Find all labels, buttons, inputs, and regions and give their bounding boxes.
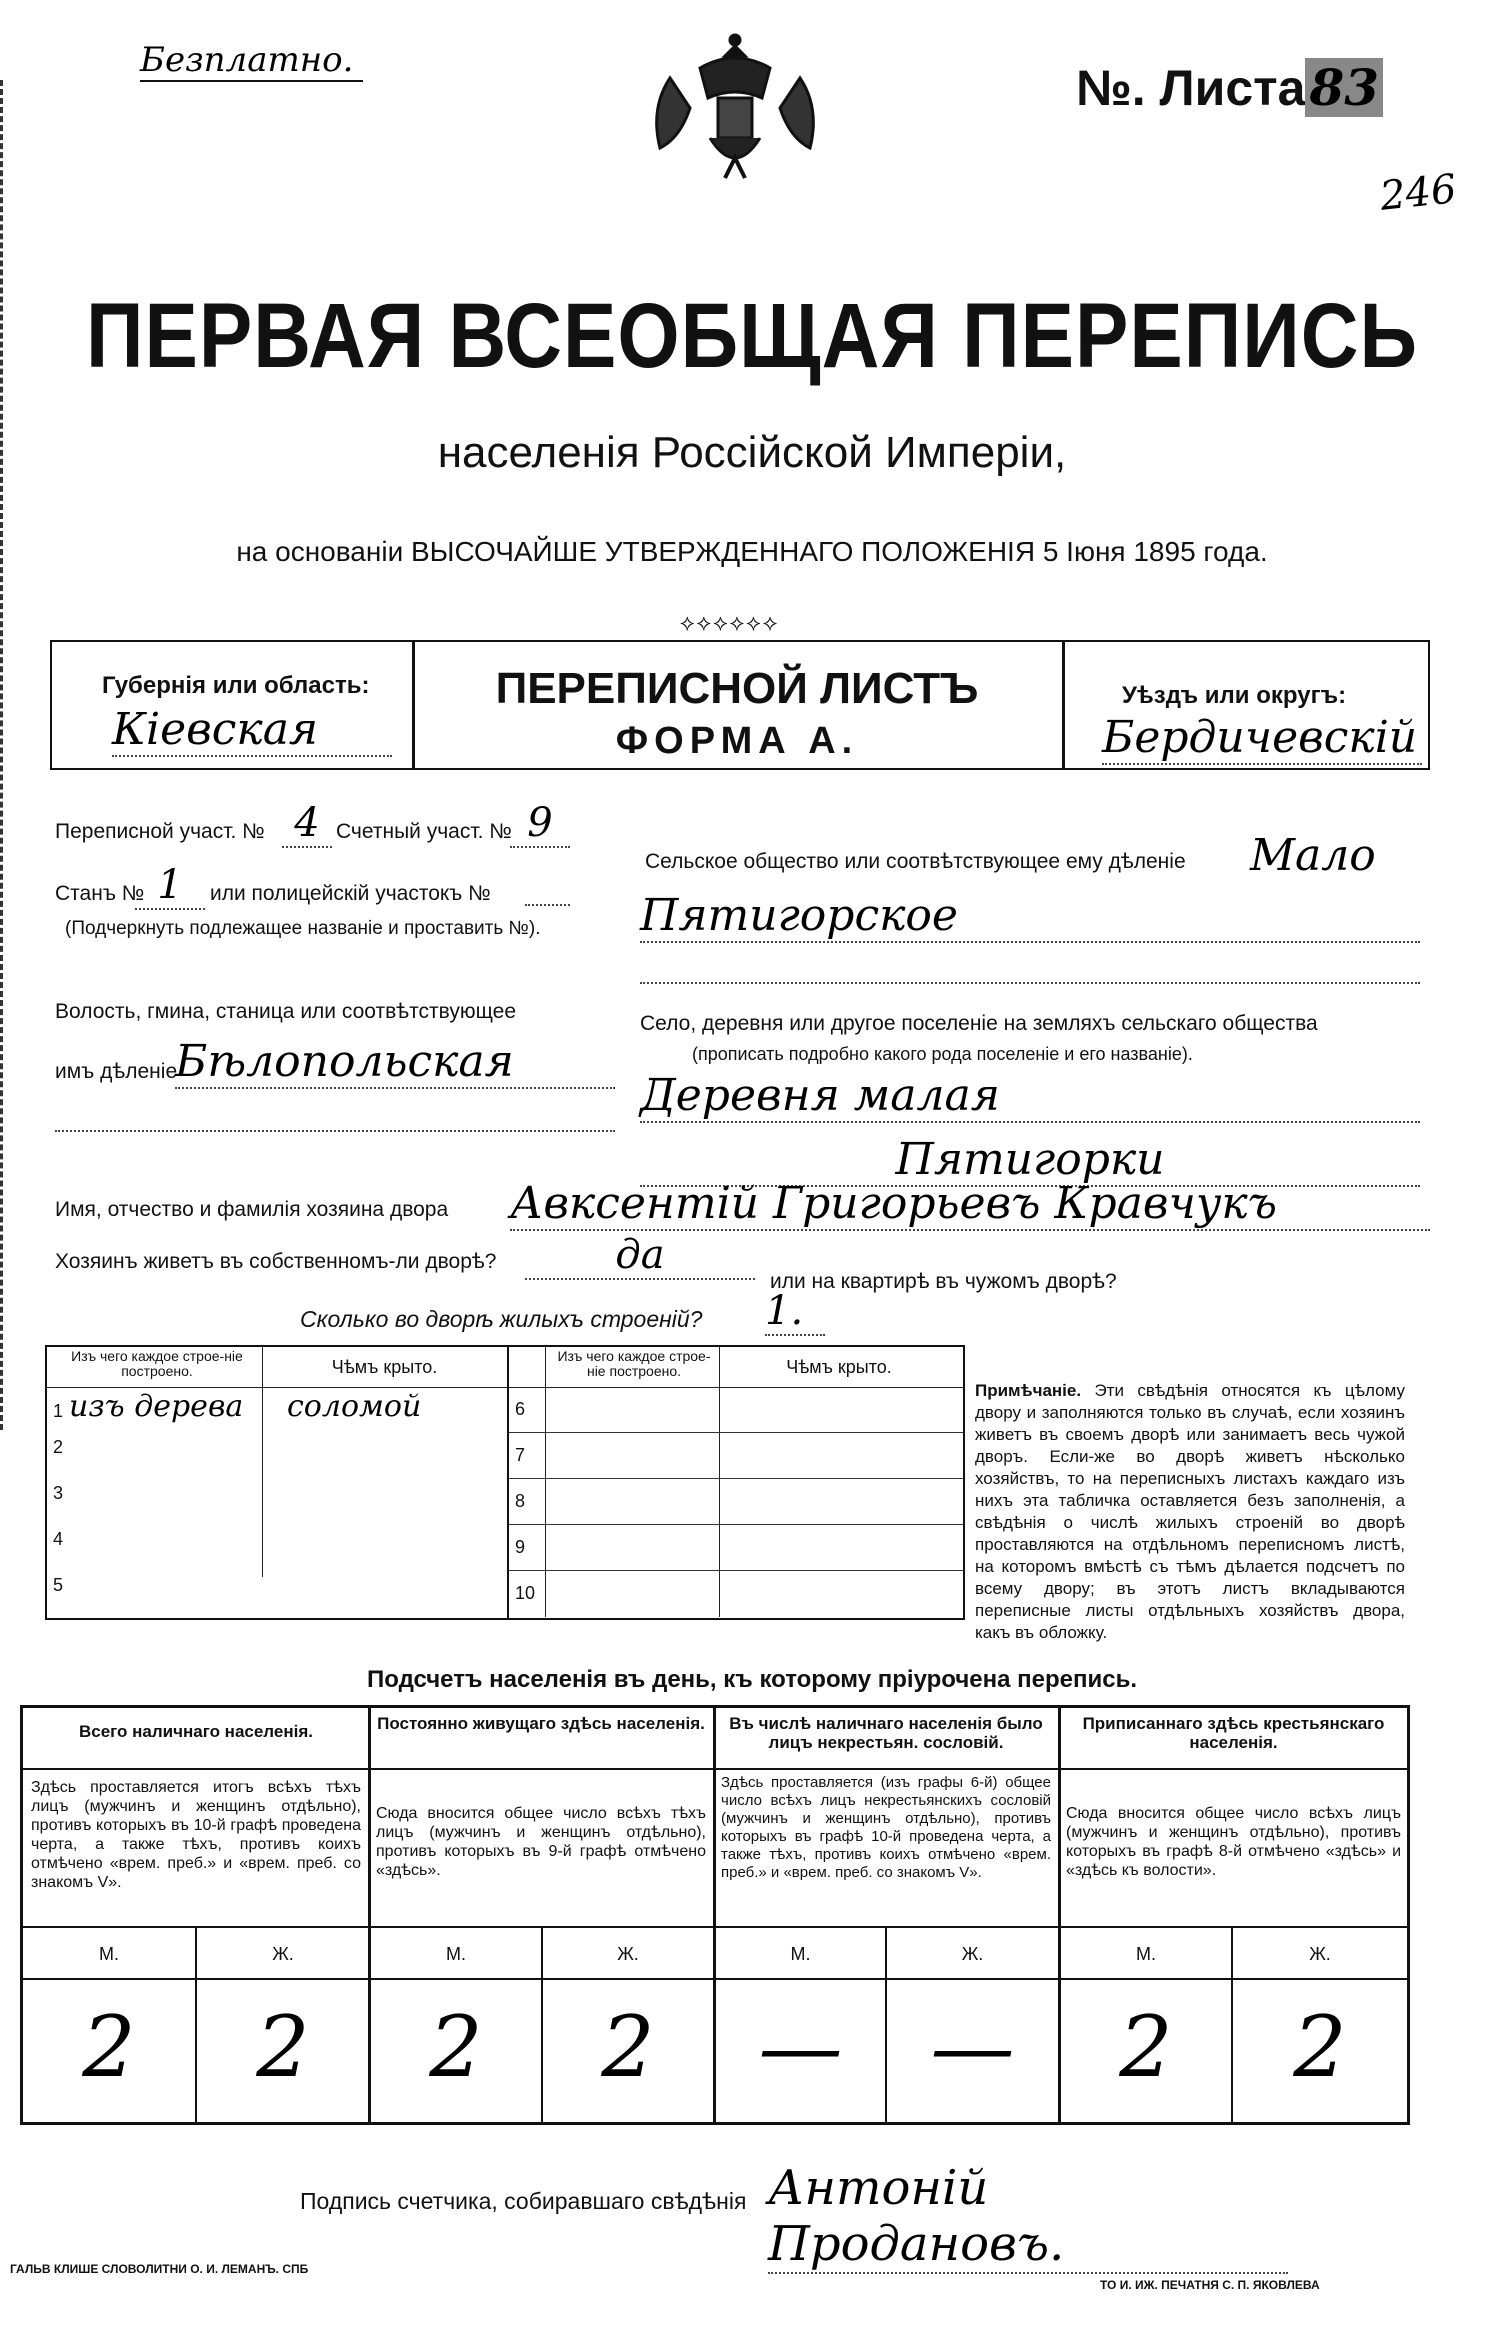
rural-blank-line [640,980,1420,984]
buildings-left-rows [47,1387,507,1617]
table-row [509,1433,963,1479]
sheet-number-label [1076,58,1383,117]
row-number: 9 [515,1537,526,1557]
corner-note: 246 [1377,166,1459,220]
census-col-desc: Сюда вносится общее число всѣхъ тѣхъ лицъ (мужчинъ и женщинъ отдѣльно), противъ которыхъ въ 9-й графѣ отмѣчено «здѣсь». [376,1805,706,1879]
census-plot-value: 4 [282,800,332,848]
page-title: ПЕРВАЯ ВСЕОБЩАЯ ПЕРЕПИСЬ [86,284,1418,387]
census-row-rule [23,1768,1407,1770]
census-row-rule [23,1978,1407,1980]
sheet-number-value: 83 [1305,58,1383,117]
material-header-right: Изъ чего каждое строе-ніе построено. [557,1348,711,1379]
uezd-value: Бердичевскій [1102,712,1422,765]
imperial-eagle-emblem [640,28,830,188]
gubernia-label: Губернія или область: [102,672,370,699]
region-box [50,640,1430,770]
buildings-right-header [509,1347,963,1388]
own-yard-value: да [525,1232,755,1280]
row-number: 7 [515,1445,526,1465]
male-label: М. [1136,1944,1156,1964]
printer-credit-left: ГАЛЬВ КЛИШЕ СЛОВОЛИТНИ О. И. ЛЕМАНЪ. СПБ [10,2262,309,2276]
row-number: 5 [53,1575,64,1595]
table-row [509,1571,963,1616]
note-block [975,1380,1405,1644]
female-label: Ж. [272,1944,294,1964]
census-col-title: Всего наличнаго населенія. [79,1722,313,1741]
female-count: 2 [1293,1998,1347,2096]
rural-society-value-2: Пятигорское [640,890,1420,943]
row-number: 10 [515,1583,536,1603]
village-value-2: Пятигорки [640,1134,1420,1187]
gubernia-value: Кіевская [112,704,392,757]
census-table [20,1705,1410,2125]
census-col-title: Приписаннаго здѣсь крестьянскаго населенія. [1082,1714,1385,1752]
buildings-value: 1. [765,1288,825,1336]
stan-value: 1 [135,862,205,910]
female-label: Ж. [961,1944,984,1964]
free-label: Безплатно. [140,40,363,82]
male-count: 2 [429,1998,483,2096]
census-col-desc: Здѣсь проставляется итогъ всѣхъ тѣхъ лицъ (мужчинъ и женщинъ отдѣльно), противъ которыхъ въ 10-й графѣ проведена черта, а также тѣхъ, противъ коихъ отмѣчено «врем. преб.» и «врем. преб. со знакомъ V». [31,1779,361,1891]
village-value-1: Деревня малая [640,1070,1420,1123]
buildings-left-header [47,1347,507,1388]
count-plot-value: 9 [510,800,570,848]
stan-label: Станъ № [55,882,145,905]
page-subtitle: населенія Россійской Имперіи, [437,428,1067,477]
uezd-label: Уѣздъ или округъ: [1122,682,1347,709]
roof-header-left: Чѣмъ крыто. [331,1357,438,1377]
note-title: Примѣчаніе. [975,1381,1082,1400]
male-count: 2 [1119,1998,1173,2096]
region-divider-right [1062,642,1065,770]
rural-society-value-1: Мало [1250,830,1376,881]
row-number: 1 [53,1401,64,1421]
roof-cell: соломой [287,1389,422,1424]
male-count: — [758,1998,843,2096]
census-col-title: Въ числѣ наличнаго населенія было лицъ некрестьян. сословій. [729,1714,1043,1752]
own-yard-label: Хозяинъ живетъ въ собственномъ-ли дворѣ? [55,1250,497,1273]
underline-note: (Подчеркнуть подлежащее названіе и проставить №). [65,918,541,939]
female-count: 2 [601,1998,655,2096]
census-col-desc: Сюда вносится общее число всѣхъ лицъ (мужчинъ и женщинъ отдѣльно), противъ которыхъ въ графѣ 8-й отмѣчено «здѣсь» и «здѣсь къ волости». [1066,1805,1401,1879]
male-label: М. [790,1944,811,1964]
owner-value: Авксентій Григорьевъ Кравчукъ [510,1178,1430,1231]
census-heading: Подсчетъ населенія въ день, къ которому пріурочена перепись. [367,1666,1137,1693]
census-row-rule [23,1926,1407,1928]
female-count: — [930,1998,1015,2096]
buildings-table [45,1345,965,1620]
male-count: 2 [82,1998,136,2096]
row-number: 6 [515,1399,526,1419]
police-plot-value [525,880,570,906]
buildings-right-rows [509,1387,963,1616]
row-number: 3 [53,1483,64,1503]
volost-label-2: имъ дѣленіе [55,1060,178,1083]
table-row [47,1571,507,1617]
signature-value: Антоній Продановъ. [768,2160,1288,2274]
police-plot-label: или полицейскій участокъ № [210,882,491,905]
village-label: Село, деревня или другое поселеніе на земляхъ сельскаго общества [640,1012,1318,1035]
volost-value: Бѣлопольская [175,1036,615,1089]
rural-society-label: Сельское общество или соотвѣтствующее ему дѣленіе [645,850,1186,873]
table-row [509,1479,963,1525]
rent-label: или на квартирѣ въ чужомъ дворѣ? [770,1270,1117,1293]
form-title: ПЕРЕПИСНОЙ ЛИСТЪ [495,664,979,713]
printer-credit-right: ТО И. ИЖ. ПЕЧАТНЯ С. П. ЯКОВЛЕВА [1100,2278,1320,2292]
owner-label: Имя, отчество и фамилія хозяина двора [55,1198,449,1221]
row-number: 2 [53,1437,64,1457]
table-row [47,1433,507,1479]
female-label: Ж. [1309,1944,1331,1964]
roof-header-right: Чѣмъ крыто. [786,1357,892,1377]
table-row [47,1525,507,1571]
note-text: Эти свѣдѣнія относятся къ цѣлому двору и заполняются только въ случаѣ, если хозяинъ живетъ въ своемъ дворѣ или занимаетъ весь чужой дворъ. Если-же во дворѣ живетъ нѣсколько хозяйствъ, то на переписныхъ листахъ каждаго изъ нихъ эта табличка оставляется безъ заполненія, а свѣдѣнія о числѣ жилыхъ строеній во дворѣ проставляются на отдѣльномъ переписномъ листѣ, на которомъ вмѣстѣ съ тѣмъ дѣлается подсчетъ по всему двору; въ этотъ листъ вкладываются переписные листы отдѣльныхъ хозяйствъ двора, какъ въ обложку. [975,1381,1405,1642]
table-row [47,1387,507,1433]
village-note: (прописать подробно какого рода поселеніе и его названіе). [692,1044,1193,1064]
volost-label: Волость, гмина, станица или соотвѣтствующее [55,1000,516,1023]
count-plot-label: Счетный участ. № [336,820,512,843]
buildings-label: Сколько во дворѣ жилыхъ строеній? [300,1306,703,1332]
census-plot-label: Переписной участ. № [55,820,265,843]
signature-label: Подпись счетчика, собиравшаго свѣдѣнія [300,2188,747,2214]
table-row [47,1479,507,1525]
male-label: М. [99,1944,119,1964]
material-cell: изъ дерева [69,1389,244,1424]
volost-blank-line [55,1128,615,1132]
row-number: 4 [53,1529,64,1549]
male-label: М. [446,1944,466,1964]
census-col-title: Постоянно живущаго здѣсь населенія. [377,1714,705,1733]
census-col-desc: Здѣсь проставляется (изъ графы 6-й) общее число всѣхъ лицъ некрестьянскихъ сословій (мужчинъ и женщинъ отдѣльно), противъ которыхъ въ графѣ 10-й проведена черта, а также тѣхъ, противъ коихъ отмѣчено «врем. преб.» и «врем. преб. со знакомъ V». [721,1774,1051,1881]
material-header-left: Изъ чего каждое строе-ніе построено. [71,1348,243,1379]
form-subtitle: ФОРМА А. [615,720,859,762]
row-number: 8 [515,1491,526,1511]
table-row [509,1525,963,1571]
table-row [509,1387,963,1433]
female-count: 2 [256,1998,310,2096]
legal-basis: на основаніи ВЫСОЧАЙШЕ УТВЕРЖДЕННАГО ПОЛОЖЕНІЯ 5 Іюня 1895 года. [236,536,1268,567]
sheet-number-caption: №. Листа [1076,60,1306,116]
ornament-divider: ⟡⟡⟡⟡⟡⟡ [680,610,780,635]
female-label: Ж. [617,1944,639,1964]
